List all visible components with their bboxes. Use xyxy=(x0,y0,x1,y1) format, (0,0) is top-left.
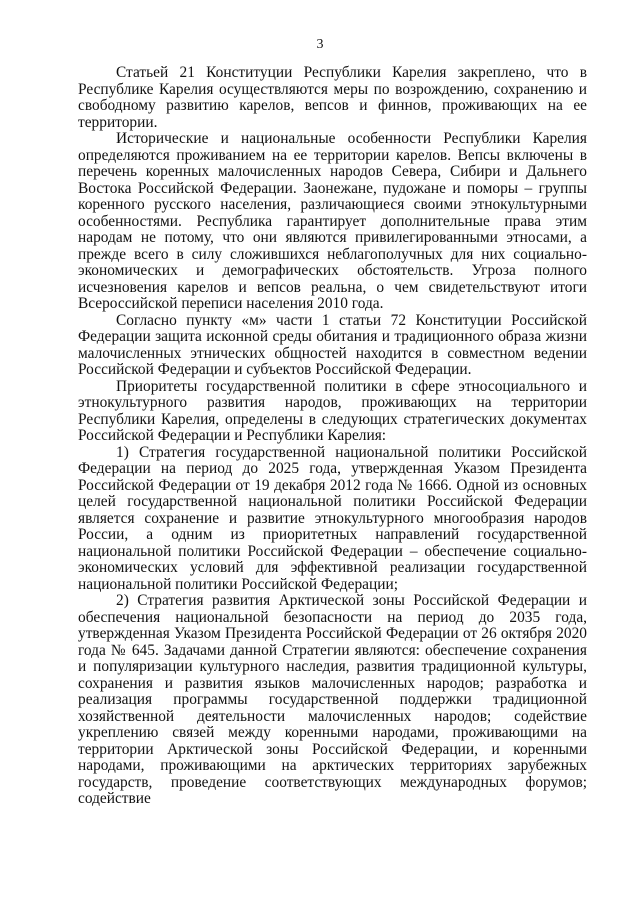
document-body xyxy=(78,65,587,808)
paragraph-list-item-1: 1) Стратегия государственной национальной политики Российской Федерации на период до 2025 года, утвержденная Указом Президента Российской Федерации от 19 декабря 2012 года № 1666. Одной из основных целей государственной национальной политики Российской Федерации является сохранение и развитие этнокультурного многообразия народов России, а одним из приоритетных направлений государственной национальной политики Российской Федерации – обеспечение социально-экономических условий для эффективной реализации государственной национальной политики Российской Федерации; xyxy=(78,443,587,593)
paragraph-constitution-article-21: Статьей 21 Конституции Республики Карелия закреплено, что в Республике Карелия осуществляются меры по возрождению, сохранению и свободному развитию карелов, вепсов и финнов, проживающих на ее территории. xyxy=(78,64,587,131)
paragraph-historical-features: Исторические и национальные особенности Республики Карелия определяются проживанием на ее территории карелов. Вепсы включены в перечень коренных малочисленных народов Севера, Сибири и Дальнего Востока Российской Федерации. Заонежане, пудожане и поморы – группы коренного русского населения, различающиеся своими этнокультурными особенностями. Республика гарантирует дополнительные права этим народам не потому, что они являются привилегированными этносами, а прежде всего в силу сложившихся неблагополучных для них социально-экономических и демографических обстоятельств. Угроза полного исчезновения карелов и вепсов реальна, о чем свидетельствуют итоги Всероссийской переписи населения 2010 года. xyxy=(78,130,587,312)
paragraph-federal-constitution: Согласно пункту «м» части 1 статьи 72 Конституции Российской Федерации защита исконной среды обитания и традиционного образа жизни малочисленных этнических общностей находится в совместном ведении Российской Федерации и субъектов Российской Федерации. xyxy=(78,311,587,378)
page-number: 3 xyxy=(316,37,324,52)
paragraph-list-item-2: 2) Стратегия развития Арктической зоны Российской Федерации и обеспечения национальной безопасности на период до 2035 года, утвержденная Указом Президента Российской Федерации от 26 октября 2020 года № 645. Задачами данной Стратегии являются: обеспечение сохранения и популяризации культурного наследия, развития традиционной культуры, сохранения и развития языков малочисленных народов; разработка и реализация программы государственной поддержки традиционной хозяйственной деятельности малочисленных народов; содействие укреплению связей между коренными народами, проживающими на территории Арктической зоны Российской Федерации, и коренными народами, проживающими на арктических территориях зарубежных государств, проведение соответствующих международных форумов; содействие xyxy=(78,592,587,807)
paragraph-policy-priorities: Приоритеты государственной политики в сфере этносоциального и этнокультурного развития народов, проживающих на территории Республики Карелия, определены в следующих стратегических документах Российской Федерации и Республики Карелия: xyxy=(78,377,587,444)
